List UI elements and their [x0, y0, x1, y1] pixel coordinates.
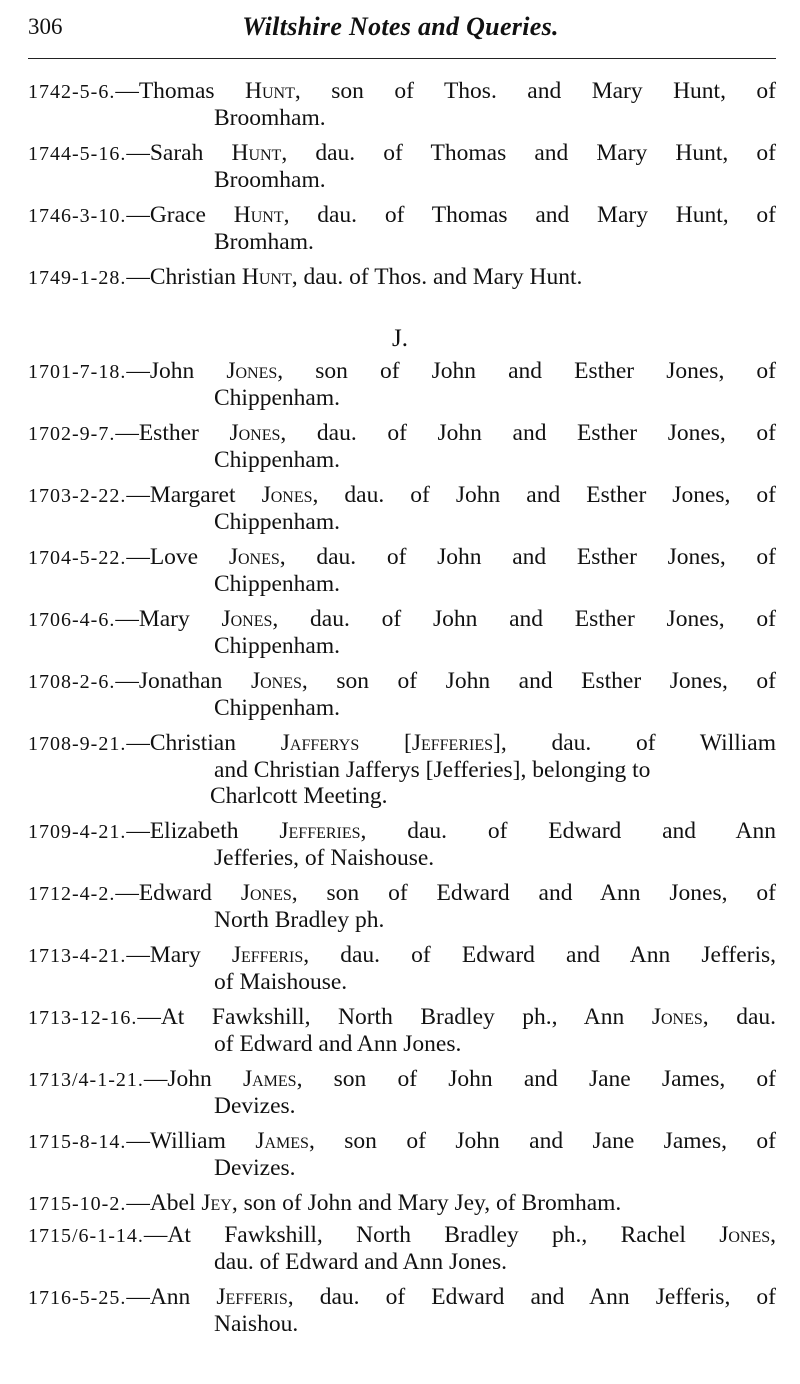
entry-first-line	[28, 140, 780, 167]
entry-first-line	[28, 942, 780, 969]
entry-date: 1709-4-21.	[28, 821, 127, 843]
entry-surname: Jones	[221, 606, 273, 632]
entry-text: , dau.	[702, 1004, 776, 1030]
entry-continuation-line: Charlcott Meeting.	[210, 783, 388, 809]
entry-text: —Mary	[126, 942, 232, 968]
entry	[28, 264, 780, 291]
entry-continuation-line: Chippenham.	[214, 447, 340, 473]
entry	[28, 942, 780, 995]
entry-first-line	[28, 78, 780, 105]
entry-text: ,	[770, 1222, 776, 1248]
entry-text: , son of John and Esther Jones, of	[277, 358, 776, 384]
entry	[28, 420, 780, 473]
entry-surname: Jefferis	[231, 942, 304, 968]
entry-date: 1702-9-7.	[28, 423, 116, 445]
entry-surname: Jones	[229, 420, 281, 446]
entry-surname: Jey	[201, 1190, 232, 1216]
entry-text: —Abel	[126, 1190, 202, 1216]
entry-lead	[28, 1190, 621, 1217]
entry	[28, 358, 780, 411]
entry-date: 1742-5-6.	[28, 81, 116, 103]
entry-lead	[28, 140, 776, 167]
page-header	[28, 10, 773, 46]
entry-first-line	[28, 880, 780, 907]
entry-lead	[28, 202, 776, 229]
entry-text: , son of Thos. and Mary Hunt, of	[294, 78, 776, 104]
entry-text: —At Fawkshill, North Bradley ph., Ann	[137, 1004, 652, 1030]
entry-first-line	[28, 1128, 780, 1155]
entry-first-line	[28, 1066, 780, 1093]
entry-date: 1744-5-16.	[28, 143, 127, 165]
entry	[28, 1066, 780, 1119]
entry-date: 1712-4-2.	[28, 883, 116, 905]
section-letter: J.	[392, 325, 408, 352]
entry-text: , dau. of John and Esther Jones, of	[280, 420, 776, 446]
entry-surname: Jones	[228, 544, 280, 570]
entry-surname: Jones	[226, 358, 278, 384]
entry-continuation-line: dau. of Edward and Ann Jones.	[214, 1249, 508, 1275]
entry	[28, 730, 780, 809]
entry-first-line	[28, 202, 780, 229]
entry-surname: Jafferys [Jefferies]	[280, 730, 501, 756]
entry-surname: Hunt	[231, 140, 282, 166]
entry	[28, 1284, 780, 1337]
entry-text: , dau. of John and Esther Jones, of	[272, 606, 776, 632]
entry-text: , son of John and Mary Jey, of Bromham.	[231, 1190, 622, 1216]
entry-text: , dau. of Edward and Ann Jefferis, of	[287, 1284, 776, 1310]
entry-surname: James	[255, 1128, 309, 1154]
entry-date: 1715-8-14.	[28, 1131, 127, 1153]
entry-lead	[28, 1222, 776, 1249]
entry-date: 1703-2-22.	[28, 485, 127, 507]
entry-first-line	[28, 420, 780, 447]
entry-surname: Jefferis	[216, 1284, 288, 1310]
entry-text: , dau. of Thomas and Mary Hunt, of	[283, 202, 776, 228]
entry-first-line	[28, 264, 780, 291]
entry-continuation-line: of Edward and Ann Jones.	[214, 1031, 462, 1057]
entry-continuation-line: and Christian Jafferys [Jefferies], belonging to	[214, 757, 651, 783]
entry-text: —William	[126, 1128, 256, 1154]
entry-lead	[28, 818, 776, 845]
entry-lead	[28, 1004, 776, 1031]
entry	[28, 668, 780, 721]
entry-text: —Edward	[115, 880, 241, 906]
entry-text: —Thomas	[115, 78, 246, 104]
entry-first-line	[28, 544, 780, 571]
entry-surname: Hunt	[233, 202, 284, 228]
entry-lead	[28, 880, 776, 907]
entry-text: , son of John and Jane James, of	[308, 1128, 776, 1154]
entry-text: —Jonathan	[115, 668, 251, 694]
entry	[28, 482, 780, 535]
entry-date: 1746-3-10.	[28, 205, 127, 227]
entry	[28, 1004, 780, 1057]
entry-first-line	[28, 1190, 780, 1217]
entry-lead	[28, 606, 776, 633]
entry-text: , dau. of Thos. and Mary Hunt.	[291, 264, 583, 290]
entry-surname: Jefferies	[279, 818, 361, 844]
entry-text: , son of Edward and Ann Jones, of	[291, 880, 776, 906]
entry-lead	[28, 358, 776, 385]
entry-surname: Hunt	[241, 264, 292, 290]
entry-text: —At Fawkshill, North Bradley ph., Rachel	[143, 1222, 720, 1248]
entry-text: —Margaret	[126, 482, 262, 508]
entry-text: —Esther	[115, 420, 230, 446]
entry-date: 1749-1-28.	[28, 267, 127, 289]
entry-lead	[28, 1284, 776, 1311]
entry-first-line	[28, 358, 780, 385]
entry-date: 1706-4-6.	[28, 609, 116, 631]
entry-continuation-line: Broomham.	[214, 167, 326, 193]
entry-surname: James	[242, 1066, 297, 1092]
entry-lead	[28, 730, 776, 757]
entry-continuation-line: Bromham.	[214, 229, 314, 255]
header-rule	[28, 58, 776, 59]
entry-text: —Sarah	[126, 140, 232, 166]
entry-surname: Jones	[250, 668, 302, 694]
entry-date: 1715-10-2.	[28, 1193, 127, 1215]
entry-surname: Jones	[261, 482, 313, 508]
entry-text: —Mary	[115, 606, 222, 632]
entry-continuation-line: Chippenham.	[214, 571, 340, 597]
entry-text: —Elizabeth	[126, 818, 280, 844]
entry-surname: Hunt	[245, 78, 295, 104]
entry-text: , son of John and Jane James, of	[296, 1066, 776, 1092]
entry-text: , dau. of John and Esther Jones, of	[279, 544, 776, 570]
entry	[28, 1128, 780, 1181]
entry-continuation-line: Naishou.	[214, 1311, 299, 1337]
entry	[28, 544, 780, 597]
entry-continuation-line: Broomham.	[214, 105, 326, 131]
entry-date: 1708-2-6.	[28, 671, 116, 693]
entry-lead	[28, 1128, 776, 1155]
entry-text: —Christian	[126, 264, 242, 290]
entry-continuation-line: Jefferies, of Naishouse.	[214, 845, 435, 871]
entry-first-line	[28, 668, 780, 695]
entry-first-line	[28, 1284, 780, 1311]
entry	[28, 1222, 780, 1275]
page-number: 306	[28, 14, 63, 39]
entry-date: 1701-7-18.	[28, 361, 127, 383]
entry-first-line	[28, 1004, 780, 1031]
entry-text: —Love	[126, 544, 229, 570]
entry-lead	[28, 482, 776, 509]
entry-lead	[28, 420, 776, 447]
entry-date: 1708-9-21.	[28, 733, 127, 755]
entry-text: , son of John and Esther Jones, of	[301, 668, 776, 694]
entry-surname: Jones	[240, 880, 292, 906]
entry-lead	[28, 78, 776, 105]
entry-continuation-line: of Maishouse.	[214, 969, 348, 995]
entry-date: 1713-12-16.	[28, 1007, 138, 1029]
entry-lead	[28, 264, 582, 291]
entry-date: 1716-5-25.	[28, 1287, 127, 1309]
entry-date: 1713/4-1-21.	[28, 1069, 144, 1091]
entry-text: , dau. of Edward and Ann Jefferis,	[303, 942, 776, 968]
entry-text: , dau. of Thomas and Mary Hunt, of	[281, 140, 776, 166]
entry-text: —Ann	[126, 1284, 217, 1310]
entry-date: 1713-4-21.	[28, 945, 127, 967]
entry-continuation-line: Devizes.	[214, 1093, 296, 1119]
entry-lead	[28, 1066, 776, 1093]
entry	[28, 202, 780, 255]
entry-lead	[28, 668, 776, 695]
entry-text: —Christian	[126, 730, 281, 756]
entry-first-line	[28, 482, 780, 509]
entry-surname: Jones	[651, 1004, 703, 1030]
entry	[28, 78, 780, 131]
entry	[28, 140, 780, 193]
entry	[28, 880, 780, 933]
entry-surname: Jones	[719, 1222, 771, 1248]
entry-continuation-line: Chippenham.	[214, 509, 340, 535]
entry-text: —John	[143, 1066, 243, 1092]
entry-continuation-line: North Bradley ph.	[214, 907, 385, 933]
entry-first-line	[28, 1222, 780, 1249]
entry-continuation-line: Chippenham.	[214, 695, 340, 721]
entry	[28, 1190, 780, 1217]
entry-text: , dau. of John and Esther Jones, of	[312, 482, 776, 508]
entry-date: 1704-5-22.	[28, 547, 127, 569]
entry-lead	[28, 544, 776, 571]
entry-lead	[28, 942, 776, 969]
entry-continuation-line: Chippenham.	[214, 633, 340, 659]
running-title: Wiltshire Notes and Queries.	[242, 12, 559, 41]
entry-text: , dau. of William	[500, 730, 776, 756]
entry-text: —John	[126, 358, 227, 384]
entry-text: , dau. of Edward and Ann	[360, 818, 776, 844]
entry-continuation-line: Chippenham.	[214, 385, 340, 411]
entry-first-line	[28, 730, 780, 757]
entry	[28, 606, 780, 659]
entry-first-line	[28, 818, 780, 845]
entry-text: —Grace	[126, 202, 234, 228]
entry-date: 1715/6-1-14.	[28, 1225, 144, 1247]
entry-first-line	[28, 606, 780, 633]
entry-continuation-line: Devizes.	[214, 1155, 296, 1181]
entry	[28, 818, 780, 871]
